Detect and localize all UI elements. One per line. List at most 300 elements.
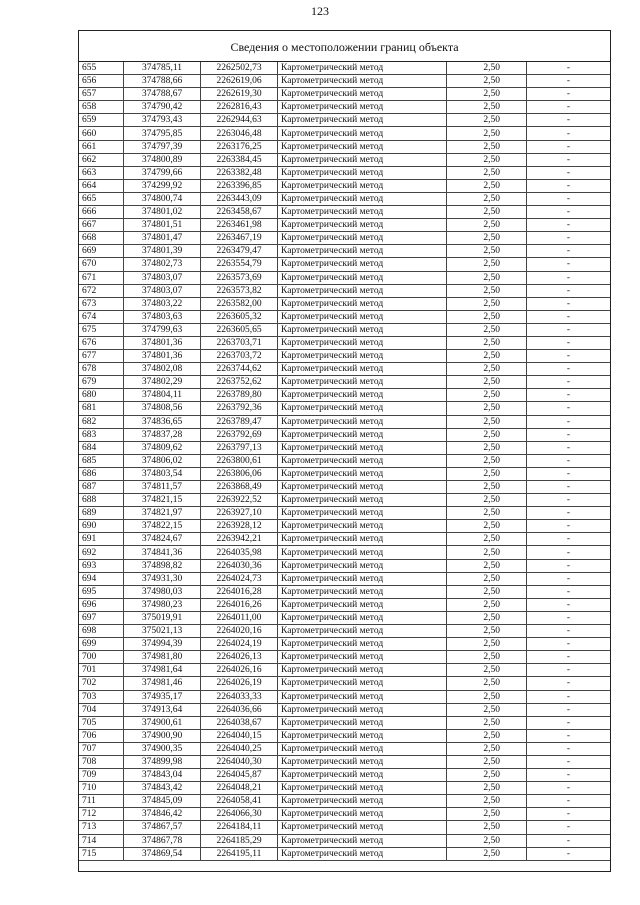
x-coordinate-cell: 374803,07 — [124, 284, 201, 297]
description-cell: - — [527, 847, 611, 860]
x-coordinate-cell: 374801,39 — [124, 245, 201, 258]
y-coordinate-cell: 2263396,85 — [201, 179, 278, 192]
accuracy-cell: 2,50 — [447, 219, 527, 232]
y-coordinate-cell: 2263752,62 — [201, 376, 278, 389]
accuracy-cell: 2,50 — [447, 847, 527, 860]
description-cell: - — [527, 62, 611, 75]
y-coordinate-cell: 2263605,65 — [201, 323, 278, 336]
point-number-cell: 670 — [79, 258, 124, 271]
y-coordinate-cell: 2263573,69 — [201, 271, 278, 284]
description-cell: - — [527, 507, 611, 520]
description-cell: - — [527, 769, 611, 782]
y-coordinate-cell: 2264184,11 — [201, 821, 278, 834]
method-cell: Картометрический метод — [278, 454, 447, 467]
point-number-cell: 713 — [79, 821, 124, 834]
x-coordinate-cell: 374845,09 — [124, 795, 201, 808]
x-coordinate-cell: 374994,39 — [124, 638, 201, 651]
accuracy-cell: 2,50 — [447, 808, 527, 821]
method-cell: Картометрический метод — [278, 219, 447, 232]
y-coordinate-cell: 2263792,69 — [201, 428, 278, 441]
table-row — [79, 402, 610, 415]
x-coordinate-cell: 374822,15 — [124, 520, 201, 533]
method-cell: Картометрический метод — [278, 88, 447, 101]
x-coordinate-cell: 374793,43 — [124, 114, 201, 127]
table-row — [79, 507, 610, 520]
table-row — [79, 245, 610, 258]
table-row — [79, 219, 610, 232]
point-number-cell: 701 — [79, 664, 124, 677]
accuracy-cell: 2,50 — [447, 114, 527, 127]
point-number-cell: 686 — [79, 467, 124, 480]
x-coordinate-cell: 374867,57 — [124, 821, 201, 834]
x-coordinate-cell: 374799,63 — [124, 323, 201, 336]
point-number-cell: 700 — [79, 651, 124, 664]
table-row — [79, 703, 610, 716]
point-number-cell: 703 — [79, 690, 124, 703]
accuracy-cell: 2,50 — [447, 677, 527, 690]
description-cell: - — [527, 389, 611, 402]
method-cell: Картометрический метод — [278, 402, 447, 415]
table-row — [79, 611, 610, 624]
point-number-cell: 673 — [79, 297, 124, 310]
point-number-cell: 696 — [79, 598, 124, 611]
accuracy-cell: 2,50 — [447, 769, 527, 782]
x-coordinate-cell: 374801,36 — [124, 350, 201, 363]
point-number-cell: 684 — [79, 441, 124, 454]
method-cell: Картометрический метод — [278, 742, 447, 755]
table-row — [79, 795, 610, 808]
table-row — [79, 638, 610, 651]
method-cell: Картометрический метод — [278, 441, 447, 454]
accuracy-cell: 2,50 — [447, 271, 527, 284]
y-coordinate-cell: 2263928,12 — [201, 520, 278, 533]
accuracy-cell: 2,50 — [447, 101, 527, 114]
method-cell: Картометрический метод — [278, 62, 447, 75]
accuracy-cell: 2,50 — [447, 428, 527, 441]
x-coordinate-cell: 374808,56 — [124, 402, 201, 415]
accuracy-cell: 2,50 — [447, 507, 527, 520]
description-cell: - — [527, 664, 611, 677]
table-row — [79, 664, 610, 677]
method-cell: Картометрический метод — [278, 232, 447, 245]
description-cell: - — [527, 284, 611, 297]
description-cell: - — [527, 101, 611, 114]
description-cell: - — [527, 598, 611, 611]
accuracy-cell: 2,50 — [447, 402, 527, 415]
table-row — [79, 284, 610, 297]
description-cell: - — [527, 572, 611, 585]
point-number-cell: 712 — [79, 808, 124, 821]
description-cell: - — [527, 219, 611, 232]
method-cell: Картометрический метод — [278, 140, 447, 153]
accuracy-cell: 2,50 — [447, 782, 527, 795]
x-coordinate-cell: 374846,42 — [124, 808, 201, 821]
table-row — [79, 520, 610, 533]
description-cell: - — [527, 441, 611, 454]
accuracy-cell: 2,50 — [447, 245, 527, 258]
description-cell: - — [527, 494, 611, 507]
y-coordinate-cell: 2264026,13 — [201, 651, 278, 664]
accuracy-cell: 2,50 — [447, 350, 527, 363]
method-cell: Картометрический метод — [278, 389, 447, 402]
accuracy-cell: 2,50 — [447, 441, 527, 454]
method-cell: Картометрический метод — [278, 363, 447, 376]
table-row — [79, 651, 610, 664]
x-coordinate-cell: 374899,98 — [124, 755, 201, 768]
table-row — [79, 625, 610, 638]
y-coordinate-cell: 2262619,06 — [201, 75, 278, 88]
table-row — [79, 559, 610, 572]
point-number-cell: 714 — [79, 834, 124, 847]
y-coordinate-cell: 2264016,26 — [201, 598, 278, 611]
description-cell: - — [527, 428, 611, 441]
table-row — [79, 336, 610, 349]
table-row — [79, 101, 610, 114]
x-coordinate-cell: 374841,36 — [124, 546, 201, 559]
y-coordinate-cell: 2263922,52 — [201, 494, 278, 507]
method-cell: Картометрический метод — [278, 179, 447, 192]
y-coordinate-cell: 2264035,98 — [201, 546, 278, 559]
y-coordinate-cell: 2264185,29 — [201, 834, 278, 847]
point-number-cell: 672 — [79, 284, 124, 297]
point-number-cell: 709 — [79, 769, 124, 782]
y-coordinate-cell: 2264033,33 — [201, 690, 278, 703]
y-coordinate-cell: 2263868,49 — [201, 481, 278, 494]
y-coordinate-cell: 2264058,41 — [201, 795, 278, 808]
accuracy-cell: 2,50 — [447, 559, 527, 572]
method-cell: Картометрический метод — [278, 572, 447, 585]
table-body — [79, 62, 610, 860]
description-cell: - — [527, 520, 611, 533]
description-cell: - — [527, 350, 611, 363]
method-cell: Картометрический метод — [278, 428, 447, 441]
accuracy-cell: 2,50 — [447, 88, 527, 101]
method-cell: Картометрический метод — [278, 651, 447, 664]
accuracy-cell: 2,50 — [447, 258, 527, 271]
method-cell: Картометрический метод — [278, 677, 447, 690]
x-coordinate-cell: 374804,11 — [124, 389, 201, 402]
method-cell: Картометрический метод — [278, 782, 447, 795]
x-coordinate-cell: 374803,63 — [124, 310, 201, 323]
y-coordinate-cell: 2263605,32 — [201, 310, 278, 323]
description-cell: - — [527, 546, 611, 559]
x-coordinate-cell: 375021,13 — [124, 625, 201, 638]
y-coordinate-cell: 2264036,66 — [201, 703, 278, 716]
y-coordinate-cell: 2264040,25 — [201, 742, 278, 755]
y-coordinate-cell: 2264195,11 — [201, 847, 278, 860]
method-cell: Картометрический метод — [278, 481, 447, 494]
point-number-cell: 690 — [79, 520, 124, 533]
accuracy-cell: 2,50 — [447, 611, 527, 624]
method-cell: Картометрический метод — [278, 559, 447, 572]
accuracy-cell: 2,50 — [447, 585, 527, 598]
table-row — [79, 481, 610, 494]
x-coordinate-cell: 374800,74 — [124, 192, 201, 205]
point-number-cell: 706 — [79, 729, 124, 742]
accuracy-cell: 2,50 — [447, 755, 527, 768]
table-row — [79, 821, 610, 834]
point-number-cell: 682 — [79, 415, 124, 428]
x-coordinate-cell: 374299,92 — [124, 179, 201, 192]
x-coordinate-cell: 374843,04 — [124, 769, 201, 782]
x-coordinate-cell: 374788,67 — [124, 88, 201, 101]
y-coordinate-cell: 2263176,25 — [201, 140, 278, 153]
accuracy-cell: 2,50 — [447, 638, 527, 651]
table-row — [79, 598, 610, 611]
y-coordinate-cell: 2263382,48 — [201, 166, 278, 179]
y-coordinate-cell: 2263744,62 — [201, 363, 278, 376]
x-coordinate-cell: 374811,57 — [124, 481, 201, 494]
table-title: Сведения о местоположении границ объекта — [79, 31, 610, 62]
y-coordinate-cell: 2263467,19 — [201, 232, 278, 245]
y-coordinate-cell: 2262944,63 — [201, 114, 278, 127]
method-cell: Картометрический метод — [278, 192, 447, 205]
point-number-cell: 671 — [79, 271, 124, 284]
method-cell: Картометрический метод — [278, 611, 447, 624]
point-number-cell: 705 — [79, 716, 124, 729]
x-coordinate-cell: 374790,42 — [124, 101, 201, 114]
x-coordinate-cell: 374797,39 — [124, 140, 201, 153]
table-row — [79, 467, 610, 480]
point-number-cell: 669 — [79, 245, 124, 258]
description-cell: - — [527, 88, 611, 101]
x-coordinate-cell: 374980,23 — [124, 598, 201, 611]
x-coordinate-cell: 374913,64 — [124, 703, 201, 716]
y-coordinate-cell: 2263573,82 — [201, 284, 278, 297]
point-number-cell: 680 — [79, 389, 124, 402]
table-row — [79, 533, 610, 546]
point-number-cell: 685 — [79, 454, 124, 467]
y-coordinate-cell: 2264048,21 — [201, 782, 278, 795]
accuracy-cell: 2,50 — [447, 376, 527, 389]
x-coordinate-cell: 374867,78 — [124, 834, 201, 847]
point-number-cell: 677 — [79, 350, 124, 363]
method-cell: Картометрический метод — [278, 520, 447, 533]
accuracy-cell: 2,50 — [447, 598, 527, 611]
x-coordinate-cell: 374802,73 — [124, 258, 201, 271]
y-coordinate-cell: 2262816,43 — [201, 101, 278, 114]
y-coordinate-cell: 2263800,61 — [201, 454, 278, 467]
y-coordinate-cell: 2264020,16 — [201, 625, 278, 638]
y-coordinate-cell: 2264016,28 — [201, 585, 278, 598]
description-cell: - — [527, 415, 611, 428]
accuracy-cell: 2,50 — [447, 546, 527, 559]
accuracy-cell: 2,50 — [447, 821, 527, 834]
accuracy-cell: 2,50 — [447, 323, 527, 336]
table-row — [79, 716, 610, 729]
method-cell: Картометрический метод — [278, 127, 447, 140]
method-cell: Картометрический метод — [278, 585, 447, 598]
description-cell: - — [527, 153, 611, 166]
accuracy-cell: 2,50 — [447, 494, 527, 507]
point-number-cell: 656 — [79, 75, 124, 88]
table-row — [79, 297, 610, 310]
point-number-cell: 715 — [79, 847, 124, 860]
accuracy-cell: 2,50 — [447, 232, 527, 245]
point-number-cell: 693 — [79, 559, 124, 572]
method-cell: Картометрический метод — [278, 114, 447, 127]
x-coordinate-cell: 374801,51 — [124, 219, 201, 232]
x-coordinate-cell: 374801,36 — [124, 336, 201, 349]
description-cell: - — [527, 651, 611, 664]
x-coordinate-cell: 374935,17 — [124, 690, 201, 703]
description-cell: - — [527, 834, 611, 847]
description-cell: - — [527, 310, 611, 323]
y-coordinate-cell: 2264040,15 — [201, 729, 278, 742]
accuracy-cell: 2,50 — [447, 572, 527, 585]
description-cell: - — [527, 481, 611, 494]
point-number-cell: 694 — [79, 572, 124, 585]
y-coordinate-cell: 2263046,48 — [201, 127, 278, 140]
description-cell: - — [527, 703, 611, 716]
point-number-cell: 655 — [79, 62, 124, 75]
description-cell: - — [527, 467, 611, 480]
point-number-cell: 675 — [79, 323, 124, 336]
method-cell: Картометрический метод — [278, 625, 447, 638]
accuracy-cell: 2,50 — [447, 153, 527, 166]
table-row — [79, 166, 610, 179]
description-cell: - — [527, 729, 611, 742]
description-cell: - — [527, 611, 611, 624]
table-row — [79, 494, 610, 507]
x-coordinate-cell: 374821,15 — [124, 494, 201, 507]
x-coordinate-cell: 374836,65 — [124, 415, 201, 428]
table-row — [79, 441, 610, 454]
description-cell: - — [527, 677, 611, 690]
x-coordinate-cell: 374931,30 — [124, 572, 201, 585]
description-cell: - — [527, 376, 611, 389]
description-cell: - — [527, 755, 611, 768]
description-cell: - — [527, 192, 611, 205]
description-cell: - — [527, 258, 611, 271]
y-coordinate-cell: 2264011,00 — [201, 611, 278, 624]
point-number-cell: 707 — [79, 742, 124, 755]
table-row — [79, 88, 610, 101]
accuracy-cell: 2,50 — [447, 206, 527, 219]
y-coordinate-cell: 2264040,30 — [201, 755, 278, 768]
point-number-cell: 678 — [79, 363, 124, 376]
method-cell: Картометрический метод — [278, 153, 447, 166]
table-row — [79, 428, 610, 441]
table-row — [79, 192, 610, 205]
y-coordinate-cell: 2263554,79 — [201, 258, 278, 271]
point-number-cell: 697 — [79, 611, 124, 624]
description-cell: - — [527, 297, 611, 310]
point-number-cell: 704 — [79, 703, 124, 716]
x-coordinate-cell: 374824,67 — [124, 533, 201, 546]
x-coordinate-cell: 374806,02 — [124, 454, 201, 467]
description-cell: - — [527, 742, 611, 755]
y-coordinate-cell: 2263582,00 — [201, 297, 278, 310]
accuracy-cell: 2,50 — [447, 716, 527, 729]
method-cell: Картометрический метод — [278, 75, 447, 88]
method-cell: Картометрический метод — [278, 638, 447, 651]
point-number-cell: 698 — [79, 625, 124, 638]
method-cell: Картометрический метод — [278, 533, 447, 546]
method-cell: Картометрический метод — [278, 245, 447, 258]
point-number-cell: 683 — [79, 428, 124, 441]
x-coordinate-cell: 374803,22 — [124, 297, 201, 310]
accuracy-cell: 2,50 — [447, 179, 527, 192]
y-coordinate-cell: 2264045,87 — [201, 769, 278, 782]
x-coordinate-cell: 374981,80 — [124, 651, 201, 664]
description-cell: - — [527, 363, 611, 376]
description-cell: - — [527, 585, 611, 598]
y-coordinate-cell: 2263458,67 — [201, 206, 278, 219]
method-cell: Картометрический метод — [278, 494, 447, 507]
table-row — [79, 782, 610, 795]
description-cell: - — [527, 533, 611, 546]
table-row — [79, 690, 610, 703]
method-cell: Картометрический метод — [278, 310, 447, 323]
method-cell: Картометрический метод — [278, 834, 447, 847]
description-cell: - — [527, 821, 611, 834]
method-cell: Картометрический метод — [278, 467, 447, 480]
point-number-cell: 666 — [79, 206, 124, 219]
x-coordinate-cell: 374843,42 — [124, 782, 201, 795]
description-cell: - — [527, 402, 611, 415]
y-coordinate-cell: 2262502,73 — [201, 62, 278, 75]
description-cell: - — [527, 166, 611, 179]
table-row — [79, 729, 610, 742]
y-coordinate-cell: 2264024,73 — [201, 572, 278, 585]
x-coordinate-cell: 374981,64 — [124, 664, 201, 677]
y-coordinate-cell: 2264038,67 — [201, 716, 278, 729]
method-cell: Картометрический метод — [278, 690, 447, 703]
description-cell: - — [527, 245, 611, 258]
accuracy-cell: 2,50 — [447, 363, 527, 376]
method-cell: Картометрический метод — [278, 350, 447, 363]
x-coordinate-cell: 374788,66 — [124, 75, 201, 88]
point-number-cell: 664 — [79, 179, 124, 192]
point-number-cell: 695 — [79, 585, 124, 598]
method-cell: Картометрический метод — [278, 166, 447, 179]
x-coordinate-cell: 375019,91 — [124, 611, 201, 624]
point-number-cell: 662 — [79, 153, 124, 166]
description-cell: - — [527, 716, 611, 729]
accuracy-cell: 2,50 — [447, 310, 527, 323]
accuracy-cell: 2,50 — [447, 834, 527, 847]
point-number-cell: 702 — [79, 677, 124, 690]
method-cell: Картометрический метод — [278, 415, 447, 428]
description-cell: - — [527, 795, 611, 808]
point-number-cell: 691 — [79, 533, 124, 546]
table-row — [79, 232, 610, 245]
accuracy-cell: 2,50 — [447, 664, 527, 677]
y-coordinate-cell: 2263384,45 — [201, 153, 278, 166]
accuracy-cell: 2,50 — [447, 297, 527, 310]
table-row — [79, 546, 610, 559]
point-number-cell: 668 — [79, 232, 124, 245]
y-coordinate-cell: 2264066,30 — [201, 808, 278, 821]
point-number-cell: 665 — [79, 192, 124, 205]
method-cell: Картометрический метод — [278, 258, 447, 271]
method-cell: Картометрический метод — [278, 376, 447, 389]
method-cell: Картометрический метод — [278, 808, 447, 821]
description-cell: - — [527, 140, 611, 153]
table-row — [79, 415, 610, 428]
description-cell: - — [527, 179, 611, 192]
method-cell: Картометрический метод — [278, 284, 447, 297]
x-coordinate-cell: 374980,03 — [124, 585, 201, 598]
x-coordinate-cell: 374821,97 — [124, 507, 201, 520]
table-row — [79, 755, 610, 768]
method-cell: Картометрический метод — [278, 847, 447, 860]
x-coordinate-cell: 374795,85 — [124, 127, 201, 140]
method-cell: Картометрический метод — [278, 206, 447, 219]
y-coordinate-cell: 2264030,36 — [201, 559, 278, 572]
x-coordinate-cell: 374869,54 — [124, 847, 201, 860]
